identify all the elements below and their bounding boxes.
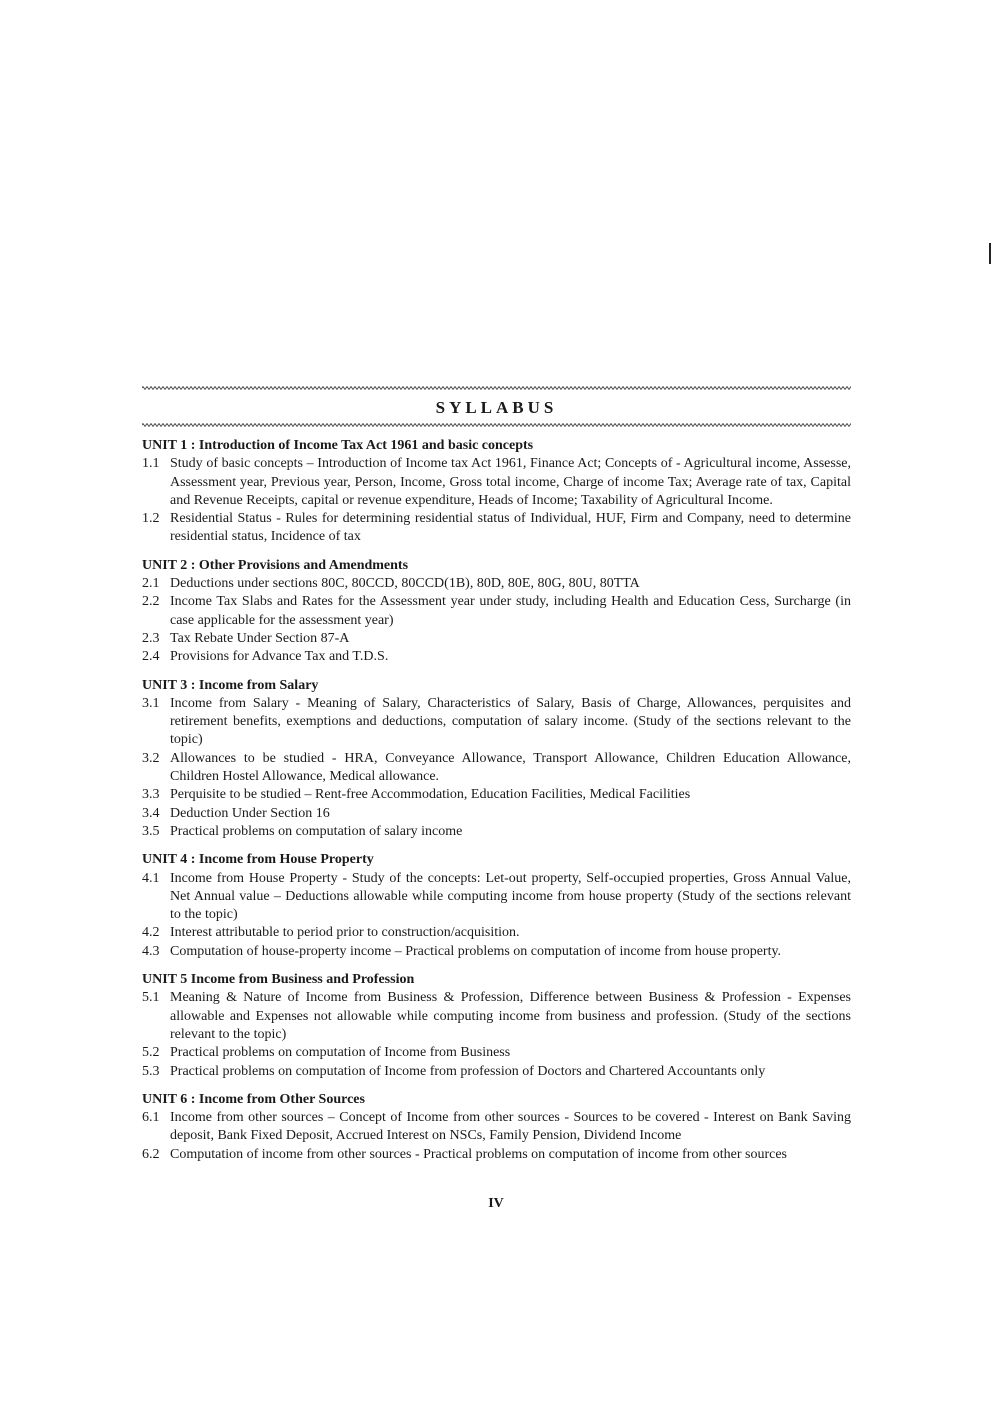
unit-section: [142, 557, 851, 667]
item-text: Perquisite to be studied – Rent-free Accommodation, Education Facilities, Medical Facilities: [170, 787, 691, 803]
units-list: [142, 437, 851, 1164]
item-text: Practical problems on computation of Income from profession of Doctors and Chartered Accountants only: [170, 1063, 766, 1079]
unit-heading: UNIT 4 : Income from House Property: [142, 852, 374, 868]
item-text: Income from House Property - Study of the concepts: Let-out property, Self-occupied properties, Gross Annual Value, Net Annual value – Deductions allowable while computing income from house property (Study of the sections relevant to the topic): [170, 870, 851, 923]
syllabus-item: [142, 575, 851, 593]
item-number: 1.1: [142, 456, 160, 472]
item-text: Computation of income from other sources - Practical problems on computation of income from other sources: [170, 1146, 788, 1162]
syllabus-item: [142, 1044, 851, 1062]
unit-section: [142, 851, 851, 961]
item-number: 3.4: [142, 805, 160, 821]
item-text: Deduction Under Section 16: [170, 805, 330, 821]
page-number: IV: [488, 1196, 504, 1211]
item-text: Residential Status - Rules for determining residential status of Individual, HUF, Firm and Company, need to determine residential status, Incidence of tax: [170, 511, 851, 545]
item-number: 2.2: [142, 594, 160, 610]
item-number: 4.1: [142, 870, 160, 886]
unit-heading: UNIT 3 : Income from Salary: [142, 677, 319, 693]
unit-section: [142, 437, 851, 547]
unit-heading: UNIT 6 : Income from Other Sources: [142, 1091, 365, 1107]
unit-heading: UNIT 2 : Other Provisions and Amendments: [142, 557, 409, 573]
syllabus-item: [142, 924, 851, 942]
item-number: 6.2: [142, 1146, 160, 1162]
syllabus-item: [142, 943, 851, 961]
item-number: 4.2: [142, 925, 160, 941]
unit-section: [142, 971, 851, 1081]
item-number: 2.3: [142, 630, 160, 646]
item-text: Allowances to be studied - HRA, Conveyance Allowance, Transport Allowance, Children Education Allowance, Children Hostel Allowance, Medical allowance.: [170, 750, 851, 785]
item-text: Provisions for Advance Tax and T.D.S.: [170, 649, 389, 665]
item-number: 5.1: [142, 990, 160, 1006]
item-text: Interest attributable to period prior to construction/acquisition.: [170, 925, 520, 941]
syllabus-item: [142, 648, 851, 666]
syllabus-item: [142, 805, 851, 823]
syllabus-item: [142, 455, 851, 510]
syllabus-item: [142, 1063, 851, 1081]
unit-section: [142, 677, 851, 842]
item-number: 3.1: [142, 695, 160, 711]
syllabus-item: [142, 510, 851, 547]
unit-section: [142, 1091, 851, 1164]
syllabus-item: [142, 1109, 851, 1146]
item-text: Study of basic concepts – Introduction of Income tax Act 1961, Finance Act; Concepts of - Agricultural income, Assesse, Assessment year, Previous year, Person, Income, Gross total income, Charge of income Tax; Average rate of tax, Capital and Revenue Receipts, capital or revenue expenditure, Heads of Income; Taxability of Agricultural Income.: [170, 456, 851, 508]
item-text: Tax Rebate Under Section 87-A: [170, 630, 350, 646]
item-number: 5.2: [142, 1045, 160, 1061]
syllabus-item: [142, 750, 851, 787]
item-number: 5.3: [142, 1063, 160, 1079]
syllabus-item: [142, 823, 851, 841]
syllabus-item: [142, 1146, 851, 1164]
syllabus-item: [142, 593, 851, 630]
unit-heading: UNIT 5 Income from Business and Profession: [142, 972, 415, 988]
item-number: 3.2: [142, 750, 160, 766]
item-text: Income from other sources – Concept of Income from other sources - Sources to be covered - Interest on Bank Saving deposit, Bank Fixed Deposit, Accrued Interest on NSCs, Family Pension, Dividend Income: [170, 1110, 851, 1144]
page-edge-mark: [989, 243, 991, 264]
item-number: 3.3: [142, 787, 160, 803]
unit-heading: UNIT 1 : Introduction of Income Tax Act 1961 and basic concepts: [142, 438, 534, 453]
item-number: 6.1: [142, 1110, 160, 1126]
item-number: 1.2: [142, 511, 160, 527]
item-text: Practical problems on computation of Income from Business: [170, 1045, 511, 1061]
item-text: Computation of house-property income – Practical problems on computation of income from house property.: [170, 943, 782, 959]
page-title: SYLLABUS: [435, 398, 558, 417]
syllabus-item: [142, 786, 851, 804]
item-text: Meaning & Nature of Income from Business & Profession, Difference between Business & Profession - Expenses allowable and Expenses not allowable while computing income from business and profession. (Study of the sections relevant to the topic): [170, 990, 851, 1042]
item-text: Income from Salary - Meaning of Salary, Characteristics of Salary, Basis of Charge, Allowances, perquisites and retirement benefits, exemptions and deductions, computation of salary income. (Study of the sections relevant to the topic): [170, 695, 851, 748]
syllabus-item: [142, 870, 851, 925]
wavy-rule-bottom: [142, 421, 851, 429]
item-number: 2.1: [142, 576, 160, 592]
wavy-rule-top: [142, 384, 851, 392]
item-number: 4.3: [142, 943, 160, 959]
item-text: Income Tax Slabs and Rates for the Assessment year under study, including Health and Education Cess, Surcharge (in case applicable for the assessment year): [170, 594, 851, 628]
syllabus-item: [142, 630, 851, 648]
syllabus-item: [142, 695, 851, 750]
syllabus-content: [142, 384, 851, 1164]
syllabus-item: [142, 989, 851, 1044]
item-text: Deductions under sections 80C, 80CCD, 80CCD(1B), 80D, 80E, 80G, 80U, 80TTA: [170, 576, 640, 592]
item-number: 3.5: [142, 823, 160, 839]
item-text: Practical problems on computation of salary income: [170, 823, 463, 839]
item-number: 2.4: [142, 649, 160, 665]
